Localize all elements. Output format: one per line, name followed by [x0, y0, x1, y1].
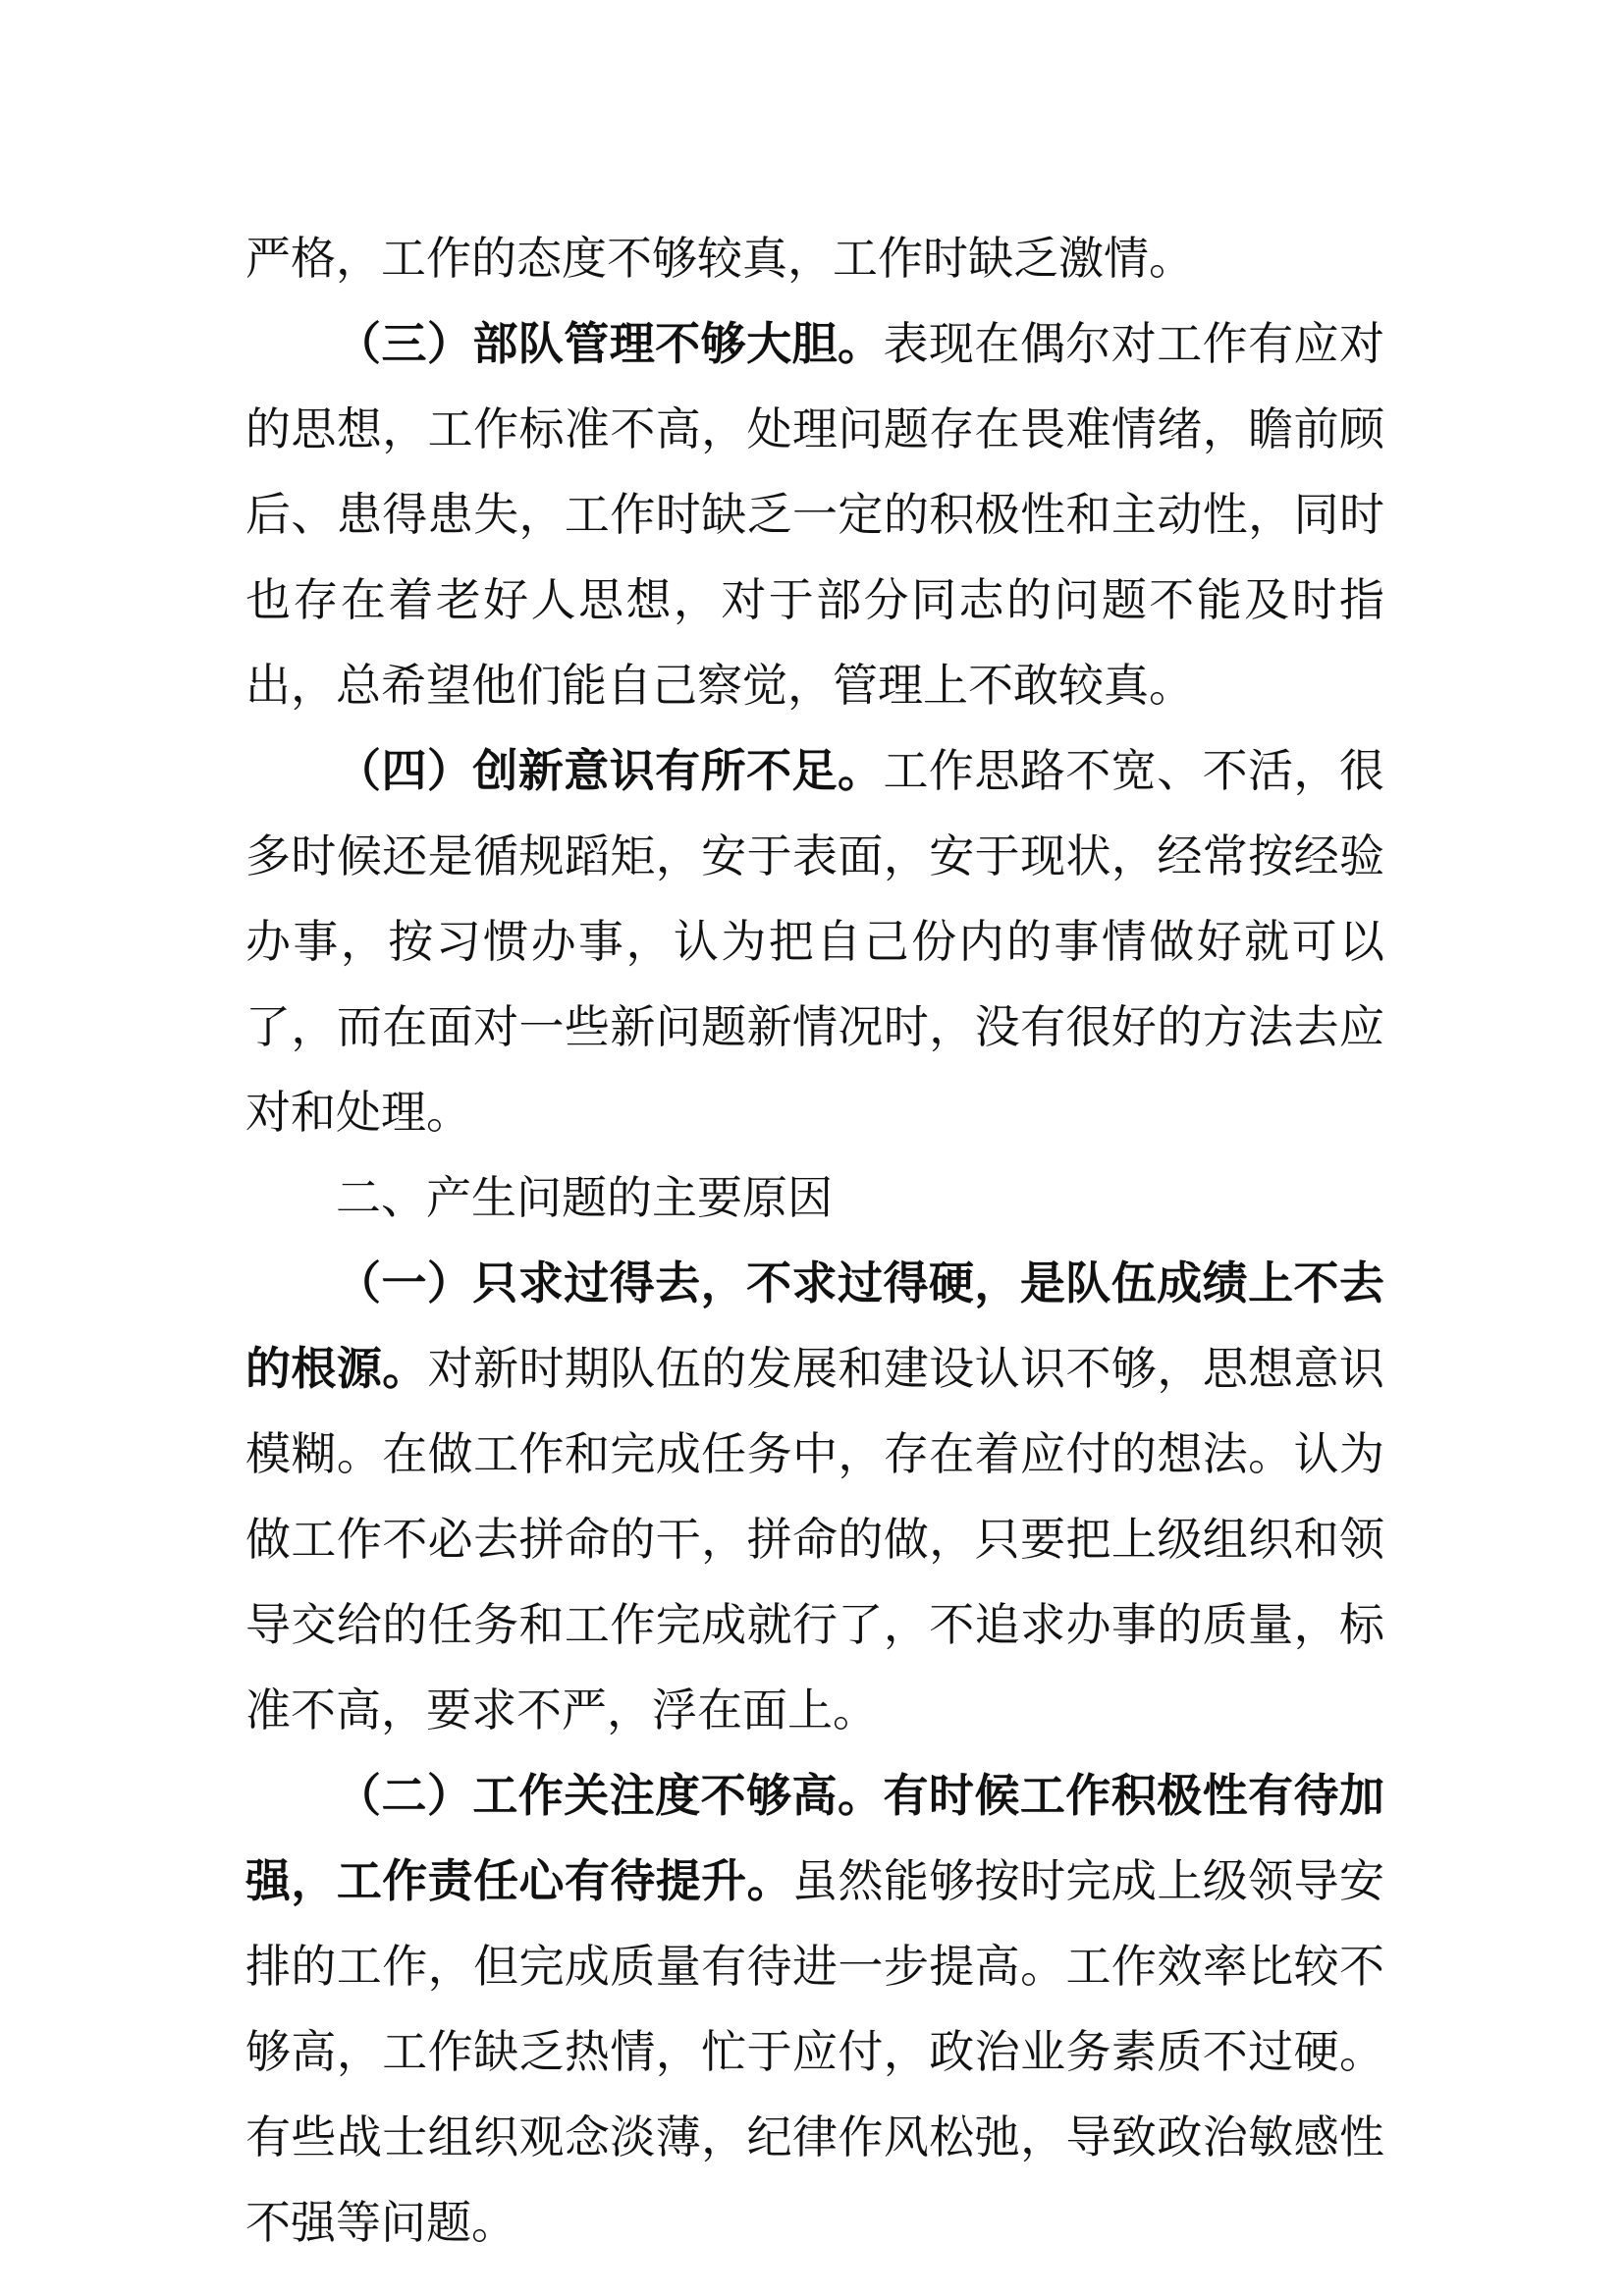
- cause-two-text: 虽然能够按时完成上级领导安排的工作，但完成质量有待进一步提高。工作效率比较不够高，工作缺乏热情，忙于应付，政治业务素质不过硬。有些战士组织观念淡薄，纪律作风松弛，导致政治敏感性不强等问题。: [245, 1854, 1385, 2249]
- item-three-text: 表现在偶尔对工作有应对的思想，工作标准不高，处理问题存在畏难情绪，瞻前顾后、患得患失，工作时缺乏一定的积极性和主动性，同时也存在着老好人思想，对于部分同志的问题不能及时指出，总希望他们能自己察觉，管理上不敢较真。: [245, 317, 1385, 712]
- continuation-text: 严格，工作的态度不够较真，工作时缺乏激情。: [245, 232, 1194, 285]
- cause-one-text: 对新时期队伍的发展和建设认识不够，思想意识模糊。在做工作和完成任务中，存在着应付的想法。认为做工作不必去拼命的干，拼命的做，只要把上级组织和领导交给的任务和工作完成就行了，不追求办事的质量，标准不高，要求不严，浮在面上。: [245, 1342, 1385, 1736]
- item-four-text: 工作思路不宽、不活，很多时候还是循规蹈矩，安于表面，安于现状，经常按经验办事，按习惯办事，认为把自己份内的事情做好就可以了，而在面对一些新问题新情况时，没有很好的方法去应对和处理。: [245, 744, 1385, 1139]
- item-three-paragraph: [245, 301, 1384, 728]
- item-three-lead: （三）部队管理不够大胆。: [336, 317, 884, 370]
- cause-two-paragraph: [245, 1753, 1384, 2266]
- cause-one-lead: （一）只求过得去，不求过得硬，是队伍成绩上不去的根源。: [245, 1256, 1384, 1395]
- item-four-lead: （四）创新意识有所不足。: [336, 744, 884, 797]
- section-two-heading: [245, 1155, 1384, 1241]
- cause-one-paragraph: [245, 1241, 1384, 1753]
- document-body: [245, 216, 1384, 2266]
- cause-two-lead: （二）工作关注度不够高。有时候工作积极性有待加强，工作责任心有待提升。: [245, 1769, 1384, 1907]
- continuation-paragraph: [245, 216, 1384, 301]
- section-two-heading-text: 二、产生问题的主要原因: [336, 1171, 833, 1224]
- item-four-paragraph: [245, 728, 1384, 1155]
